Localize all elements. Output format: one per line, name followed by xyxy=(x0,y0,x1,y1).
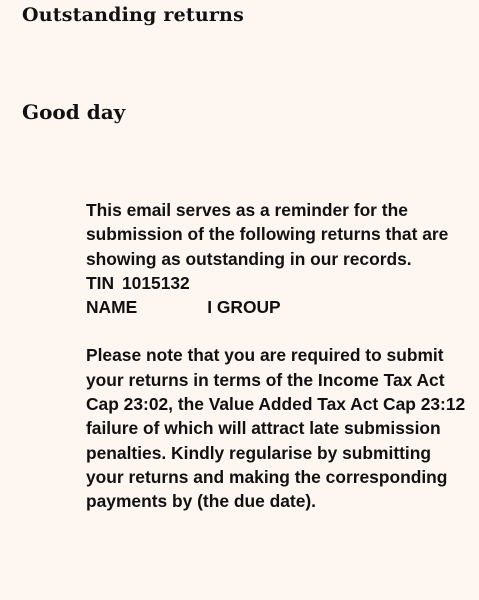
tin-line xyxy=(86,271,471,295)
name-value: I GROUP xyxy=(207,297,281,318)
notice-paragraph: Please note that you are required to submit your returns in terms of the Income Tax Act Cap 23:02, the Value Added Tax Act Cap 23:12 failure of which will attract late submission penalties. Kindly regularise by submitting your returns and making the corresponding payments by (the due date). xyxy=(86,345,466,512)
tin-value: 1015132 xyxy=(122,272,190,293)
email-greeting: Good day xyxy=(22,100,126,124)
redacted-block xyxy=(114,277,122,291)
redacted-block xyxy=(137,302,207,316)
paragraph-spacer xyxy=(86,319,471,343)
name-label: NAME xyxy=(86,297,138,318)
name-line xyxy=(86,295,471,319)
reminder-paragraph: This email serves as a reminder for the submission of the following returns that are showing as outstanding in our records. xyxy=(86,200,449,269)
email-body xyxy=(86,198,471,514)
tin-label: TIN xyxy=(86,272,115,293)
redacted-block xyxy=(190,277,198,291)
email-subject: Outstanding returns xyxy=(22,4,244,26)
